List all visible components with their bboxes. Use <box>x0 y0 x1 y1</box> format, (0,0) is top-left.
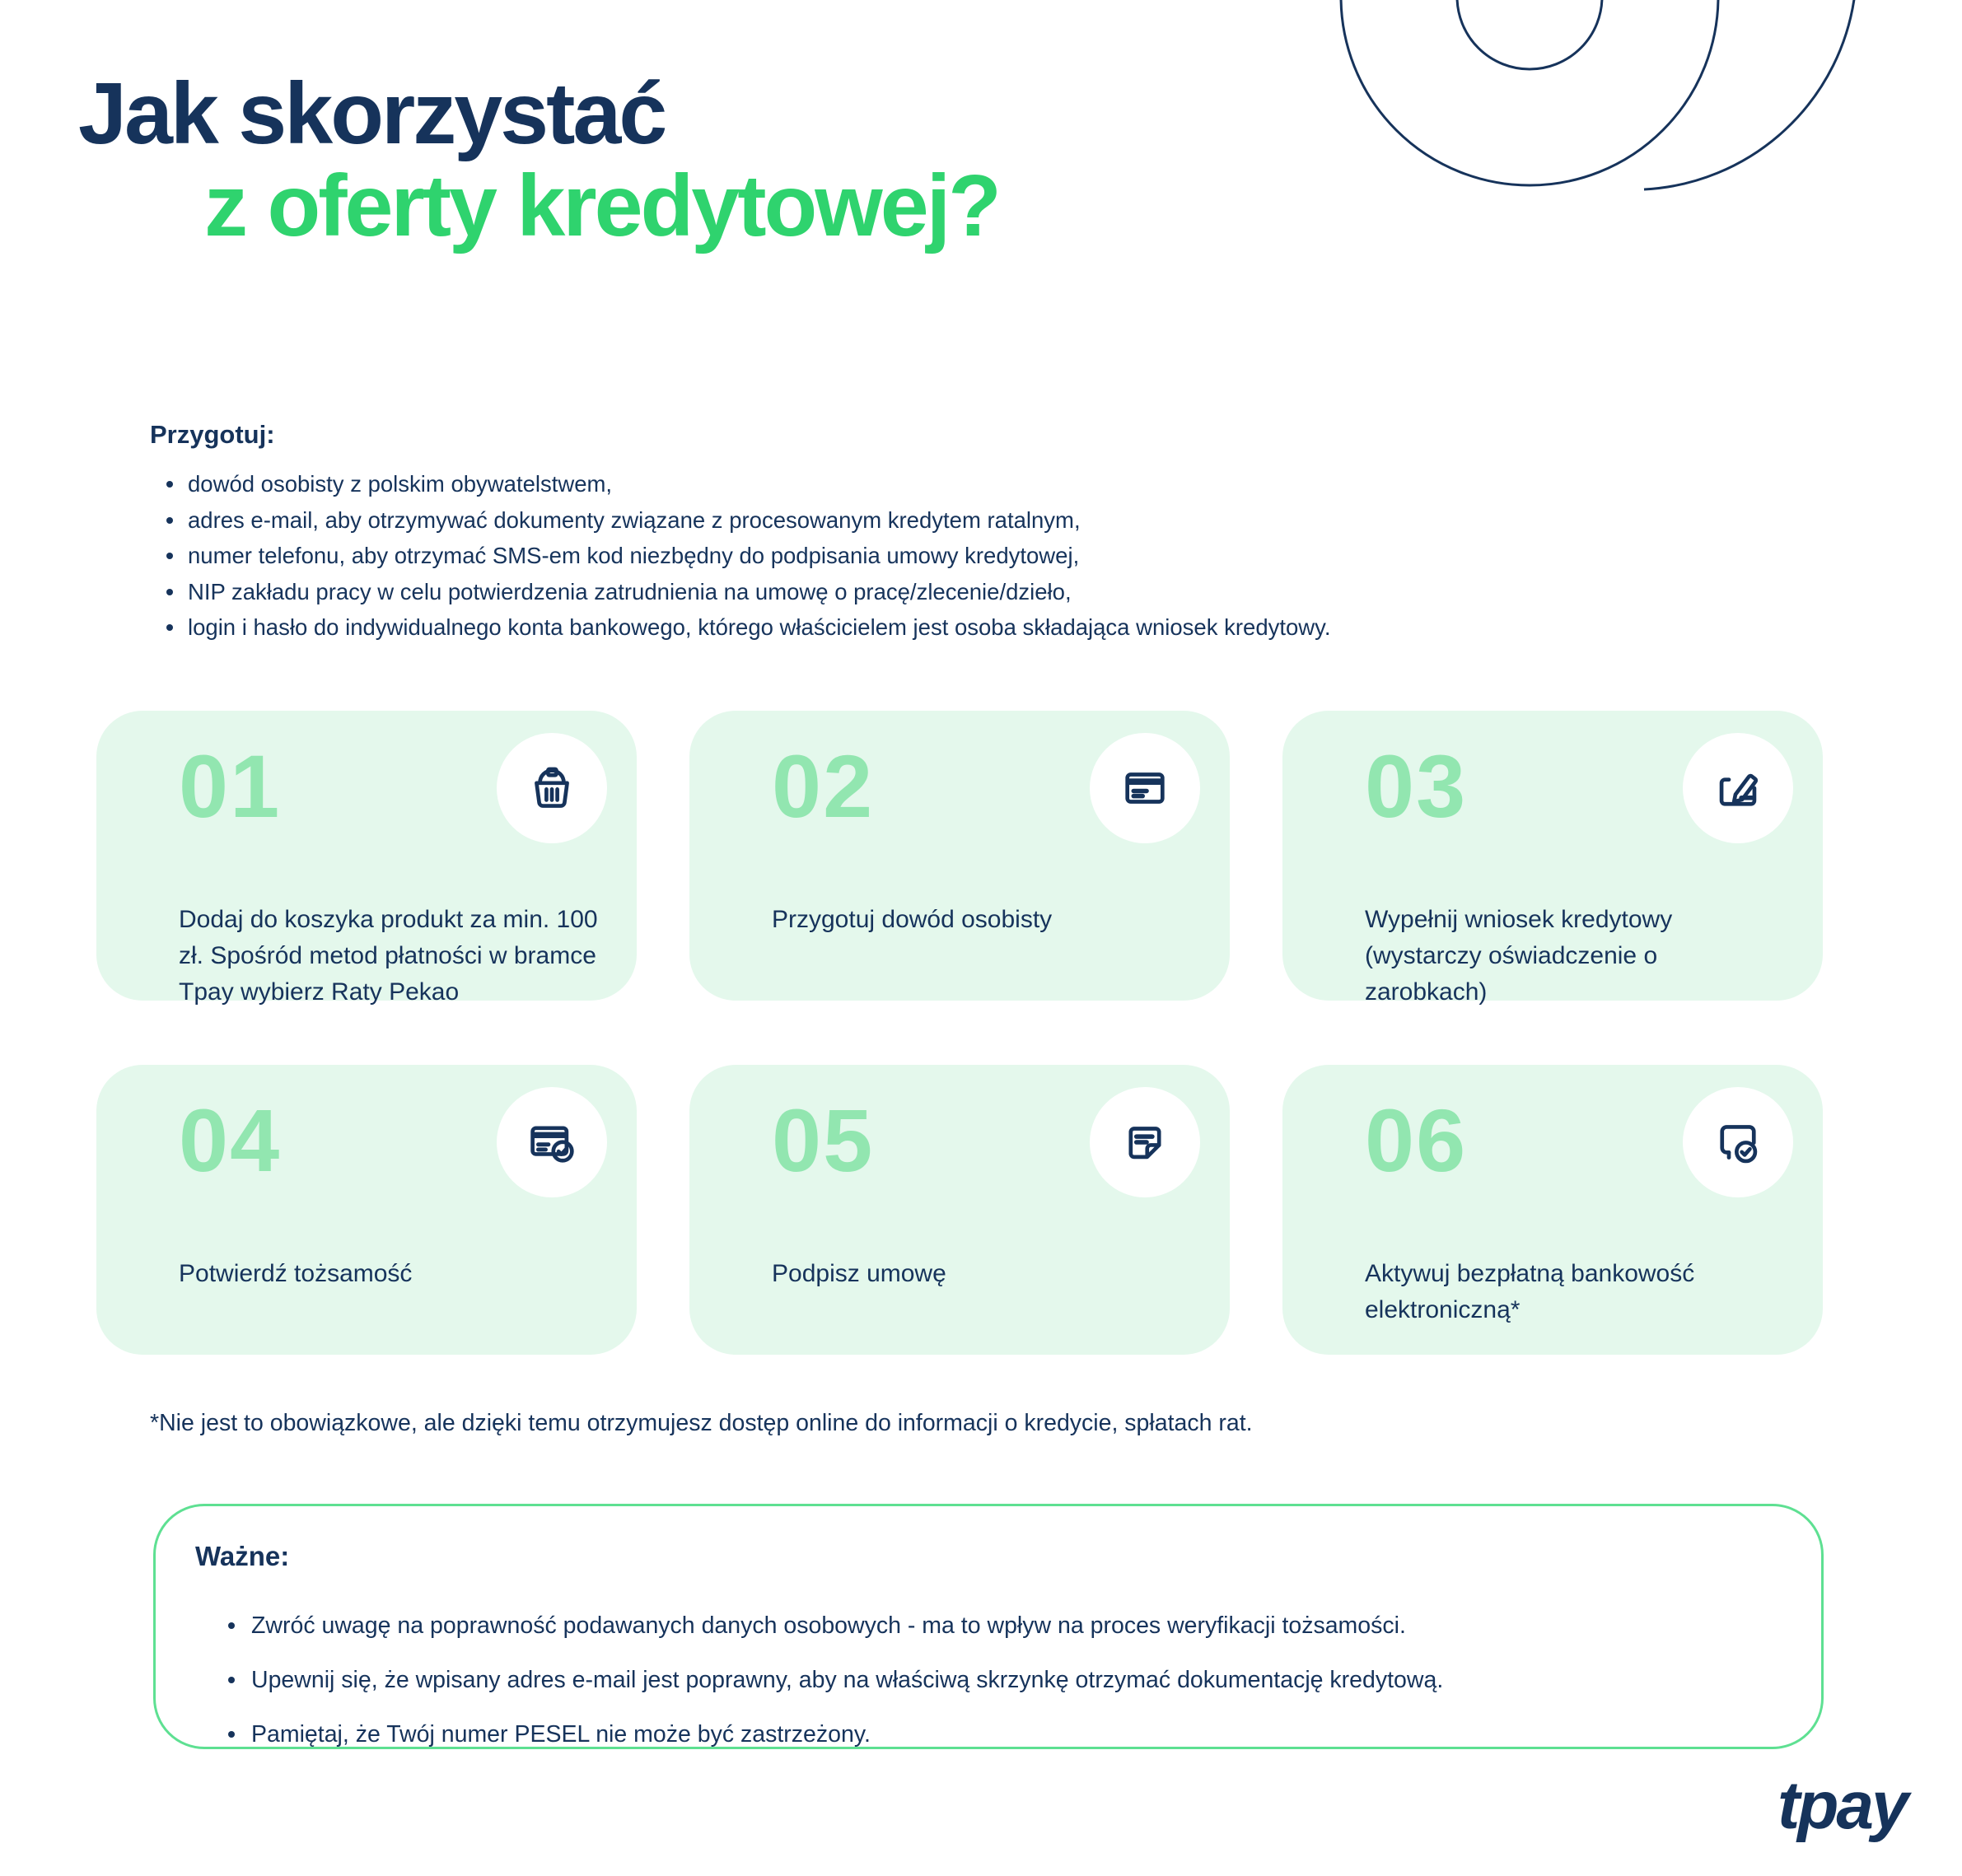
step-text: Przygotuj dowód osobisty <box>772 906 1053 933</box>
prepare-item: adres e-mail, aby otrzymywać dokumenty związane z procesowanym kredytem ratalnym, <box>165 502 1331 539</box>
step-number: 01 <box>179 736 282 836</box>
step-number: 02 <box>772 736 875 836</box>
step-card-2 <box>689 711 1230 1001</box>
step-number: 05 <box>772 1090 875 1190</box>
important-box <box>153 1504 1824 1749</box>
step-card-1 <box>96 711 637 1006</box>
decorative-circles <box>1211 0 1962 272</box>
step-text: Potwierdź tożsamość <box>179 1260 413 1287</box>
step-number: 03 <box>1365 736 1468 836</box>
step-text: Podpisz umowę <box>772 1260 946 1287</box>
step-text: Aktywuj bezpłatną bankowość elektroniczną* <box>1365 1260 1695 1323</box>
step-card-3 <box>1282 711 1823 1006</box>
id-card-icon <box>1090 733 1200 843</box>
card-check-icon <box>497 1087 607 1197</box>
step-card-6 <box>1282 1065 1823 1355</box>
step-text: Dodaj do koszyka produkt za min. 100 zł. Spośród metod płatności w bramce Tpay wybierz Raty Pekao <box>179 906 598 1006</box>
basket-icon <box>497 733 607 843</box>
important-item: Upewnij się, że wpisany adres e-mail jest poprawny, aby na właściwą skrzynkę otrzymać dokumentację kredytową. <box>227 1653 1443 1707</box>
contract-icon <box>1090 1087 1200 1197</box>
step-number: 04 <box>179 1090 282 1190</box>
step-card-4 <box>96 1065 637 1355</box>
important-item: Zwróć uwagę na poprawność podawanych danych osobowych - ma to wpływ na proces weryfikacji tożsamości. <box>227 1598 1443 1653</box>
page-title-line2: z oferty kredytowej? <box>204 157 999 254</box>
prepare-item: NIP zakładu pracy w celu potwierdzenia zatrudnienia na umowę o pracę/zlecenie/dzieło, <box>165 574 1331 610</box>
important-item: Pamiętaj, że Twój numer PESEL nie może być zastrzeżony. <box>227 1707 1443 1762</box>
steps-grid <box>96 711 1823 1355</box>
prepare-item: dowód osobisty z polskim obywatelstwem, <box>165 466 1331 502</box>
step-card-5 <box>689 1065 1230 1355</box>
prepare-item: login i hasło do indywidualnego konta bankowego, którego właścicielem jest osoba składająca wniosek kredytowy. <box>165 609 1331 646</box>
important-heading: Ważne: <box>195 1541 290 1571</box>
important-list <box>227 1598 1443 1762</box>
page-title-line1: Jak skorzystać <box>78 65 666 162</box>
form-edit-icon <box>1683 733 1793 843</box>
prepare-list <box>165 466 1331 646</box>
prepare-item: numer telefonu, aby otrzymać SMS-em kod niezbędny do podpisania umowy kredytowej, <box>165 538 1331 574</box>
footnote: *Nie jest to obowiązkowe, ale dzięki temu otrzymujesz dostęp online do informacji o kredycie, spłatach rat. <box>150 1410 1253 1436</box>
step-number: 06 <box>1365 1090 1468 1190</box>
online-banking-check-icon <box>1683 1087 1793 1197</box>
prepare-heading: Przygotuj: <box>150 420 275 449</box>
step-text: Wypełnij wniosek kredytowy (wystarczy oświadczenie o zarobkach) <box>1365 906 1673 1006</box>
tpay-logo: tpay <box>1777 1768 1907 1843</box>
